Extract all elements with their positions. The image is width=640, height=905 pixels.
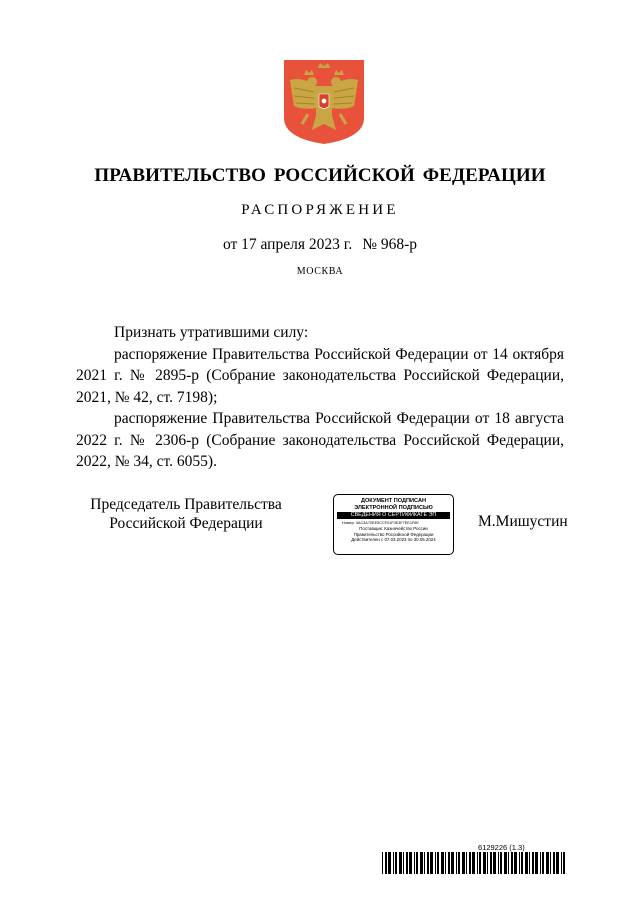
stamp-serial: Номер: 3AC3A70EE5CCF01F0E3F7EE1F6E <box>342 521 419 525</box>
document-date-line <box>0 236 640 254</box>
electronic-signature-stamp <box>333 494 454 555</box>
stamp-subtitle: ЭЛЕКТРОННОЙ ПОДПИСЬЮ <box>354 504 433 511</box>
stamp-supplier: Поставщик: Казначейство России <box>359 526 428 531</box>
body-paragraph: Признать утратившими силу: <box>114 324 309 341</box>
stamp-title: ДОКУМЕНТ ПОДПИСАН <box>360 498 427 504</box>
stamp-certificate-header: СВЕДЕНИЯ О СЕРТИФИКАТЕ ЭП <box>337 512 450 519</box>
signer-position-line: Российской Федерации <box>109 515 263 532</box>
document-city: МОСКВА <box>296 266 344 277</box>
signer-position <box>76 495 296 533</box>
body-paragraph: распоряжение Правительства Российской Федерации от 18 августа 2022 г. № 2306-р (Собрание законодательства Российской Федерации, 2022, № 34, ст. 6055). <box>76 410 564 470</box>
signer-name: М.Мишустин <box>478 513 568 530</box>
document-date: от 17 апреля 2023 г. <box>222 236 353 253</box>
document-number: № 968-р <box>362 236 418 253</box>
signer-position-line: Председатель Правительства <box>90 496 282 513</box>
coat-of-arms-icon <box>282 58 366 146</box>
document-type: РАСПОРЯЖЕНИЕ <box>241 202 399 218</box>
stamp-owner: Правительство Российской Федерации <box>353 531 434 537</box>
government-title: ПРАВИТЕЛЬСТВО РОССИЙСКОЙ ФЕДЕРАЦИИ <box>94 165 546 186</box>
document-body <box>76 322 564 473</box>
barcode-icon <box>382 852 566 874</box>
document-code: 6129226 (1.3) <box>478 843 525 852</box>
stamp-validity: Действителен с 07.03.2023 по 30.05.2024 <box>351 537 436 543</box>
body-paragraph: распоряжение Правительства Российской Федерации от 14 октября 2021 г. № 2895-р (Собрание законодательства Российской Федерации, 2021, № 42, ст. 7198); <box>76 345 564 406</box>
